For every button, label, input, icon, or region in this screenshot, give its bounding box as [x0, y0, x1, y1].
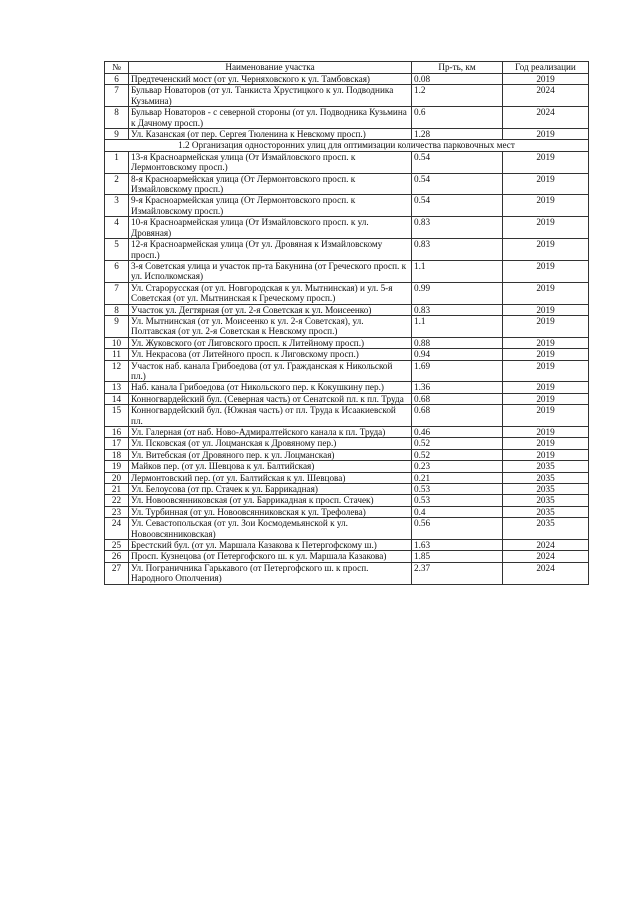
row-year: 2019 — [503, 195, 589, 217]
row-length: 0.4 — [412, 506, 503, 517]
row-number: 12 — [105, 360, 129, 382]
row-length: 0.23 — [412, 461, 503, 472]
table-row — [105, 85, 589, 107]
row-name: 12-я Красноармейская улица (От ул. Дровяная к Измайловскому просп.) — [129, 239, 412, 261]
table-row — [105, 74, 589, 85]
row-name: Брестский бул. (от ул. Маршала Казакова к Петергофскому ш.) — [129, 540, 412, 551]
row-name: Майков пер. (от ул. Шевцова к ул. Балтийская) — [129, 461, 412, 472]
row-number: 5 — [105, 239, 129, 261]
row-number: 18 — [105, 449, 129, 460]
row-length: 1.2 — [412, 85, 503, 107]
row-number: 22 — [105, 495, 129, 506]
table-row — [105, 461, 589, 472]
table-row — [105, 282, 589, 304]
table-row — [105, 173, 589, 195]
row-number: 17 — [105, 438, 129, 449]
row-year: 2024 — [503, 562, 589, 584]
row-number: 9 — [105, 129, 129, 140]
table-row — [105, 495, 589, 506]
row-name: Ул. Севастопольская (от ул. Зои Космодемьянской к ул. Новоовсянниковская) — [129, 518, 412, 540]
row-number: 8 — [105, 107, 129, 129]
table-row — [105, 260, 589, 282]
table-row — [105, 195, 589, 217]
row-number: 15 — [105, 405, 129, 427]
table-row — [105, 304, 589, 315]
row-number: 13 — [105, 382, 129, 393]
row-number: 16 — [105, 427, 129, 438]
table-row — [105, 427, 589, 438]
row-name: Бульвар Новаторов - с северной стороны (от ул. Подводника Кузьмина к Дачному просп.) — [129, 107, 412, 129]
row-length: 1.36 — [412, 382, 503, 393]
table-row — [105, 337, 589, 348]
row-year: 2019 — [503, 173, 589, 195]
row-length: 1.85 — [412, 551, 503, 562]
row-length: 0.68 — [412, 393, 503, 404]
row-year: 2019 — [503, 449, 589, 460]
row-name: Ул. Галерная (от наб. Ново-Адмиралтейского канала к пл. Труда) — [129, 427, 412, 438]
row-year: 2024 — [503, 107, 589, 129]
header-year: Год реализации — [503, 62, 589, 74]
table-body-main — [105, 151, 589, 584]
row-name: 9-я Красноармейская улица (От Лермонтовского просп. к Измайловскому просп.) — [129, 195, 412, 217]
table-row — [105, 472, 589, 483]
row-name: Ул. Белоусова (от пр. Стачек к ул. Баррикадная) — [129, 484, 412, 495]
row-name: Ул. Турбинная (от ул. Новоовсянниковская к ул. Трефолева) — [129, 506, 412, 517]
table-row — [105, 107, 589, 129]
road-sections-table — [104, 61, 589, 585]
row-name: Конногвардейский бул. (Северная часть) от Сенатской пл. к пл. Труда — [129, 393, 412, 404]
row-number: 6 — [105, 74, 129, 85]
row-length: 0.52 — [412, 449, 503, 460]
row-length: 2.37 — [412, 562, 503, 584]
row-number: 8 — [105, 304, 129, 315]
row-length: 0.88 — [412, 337, 503, 348]
row-name: Ул. Казанская (от пер. Сергея Тюленина к Невскому просп.) — [129, 129, 412, 140]
table-row — [105, 315, 589, 337]
row-name: 10-я Красноармейская улица (От Измайловского просп. к ул. Дровяная) — [129, 217, 412, 239]
row-length: 0.21 — [412, 472, 503, 483]
row-length: 0.54 — [412, 151, 503, 173]
section-row — [105, 140, 589, 151]
section-header — [105, 140, 589, 151]
table-header-row — [105, 62, 589, 74]
row-year: 2019 — [503, 315, 589, 337]
row-length: 1.1 — [412, 260, 503, 282]
table-row — [105, 360, 589, 382]
row-year: 2019 — [503, 393, 589, 404]
row-number: 3 — [105, 195, 129, 217]
row-length: 0.54 — [412, 195, 503, 217]
row-number: 27 — [105, 562, 129, 584]
table-row — [105, 551, 589, 562]
row-number: 14 — [105, 393, 129, 404]
table-row — [105, 438, 589, 449]
row-name: Наб. канала Грибоедова (от Никольского пер. к Кокушкину пер.) — [129, 382, 412, 393]
row-length: 0.56 — [412, 518, 503, 540]
row-number: 19 — [105, 461, 129, 472]
row-length: 0.52 — [412, 438, 503, 449]
row-name: Ул. Новоовсянниковская (от ул. Баррикадная к просп. Стачек) — [129, 495, 412, 506]
row-year: 2019 — [503, 304, 589, 315]
row-name: Ул. Витебская (от Дровяного пер. к ул. Лоцманская) — [129, 449, 412, 460]
row-year: 2019 — [503, 239, 589, 261]
table-row — [105, 129, 589, 140]
header-name: Наименование участка — [129, 62, 412, 74]
table-row — [105, 349, 589, 360]
table-row — [105, 449, 589, 460]
row-length: 1.28 — [412, 129, 503, 140]
row-number: 11 — [105, 349, 129, 360]
row-name: 3-я Советская улица и участок пр-та Бакунина (от Греческого просп. к ул. Исполкомская) — [129, 260, 412, 282]
row-length: 0.46 — [412, 427, 503, 438]
row-name: 8-я Красноармейская улица (От Лермонтовского просп. к Измайловскому просп.) — [129, 173, 412, 195]
table-row — [105, 393, 589, 404]
row-year: 2035 — [503, 506, 589, 517]
row-name: Просп. Кузнецова (от Петергофского ш. к ул. Маршала Казакова) — [129, 551, 412, 562]
row-year: 2019 — [503, 217, 589, 239]
row-length: 0.68 — [412, 405, 503, 427]
row-year: 2019 — [503, 360, 589, 382]
row-number: 25 — [105, 540, 129, 551]
row-year: 2019 — [503, 282, 589, 304]
table-row — [105, 217, 589, 239]
table-row — [105, 540, 589, 551]
row-length: 0.83 — [412, 239, 503, 261]
row-year: 2019 — [503, 349, 589, 360]
row-length: 0.83 — [412, 217, 503, 239]
row-name: Ул. Старорусская (от ул. Новгородская к ул. Мытнинская) и ул. 5-я Советская (от ул. Мытнинская к Греческому просп.) — [129, 282, 412, 304]
row-length: 0.53 — [412, 495, 503, 506]
row-year: 2035 — [503, 484, 589, 495]
row-number: 26 — [105, 551, 129, 562]
row-year: 2024 — [503, 551, 589, 562]
row-number: 10 — [105, 337, 129, 348]
row-name: Участок ул. Дегтярная (от ул. 2-я Советская к ул. Моисеенко) — [129, 304, 412, 315]
row-length: 0.6 — [412, 107, 503, 129]
row-year: 2035 — [503, 495, 589, 506]
table-row — [105, 506, 589, 517]
row-year: 2019 — [503, 427, 589, 438]
row-name: Лермонтовский пер. (от ул. Балтийская к ул. Шевцова) — [129, 472, 412, 483]
row-year: 2019 — [503, 129, 589, 140]
row-length: 1.69 — [412, 360, 503, 382]
row-number: 24 — [105, 518, 129, 540]
row-name: Бульвар Новаторов (от ул. Танкиста Хрустицкого к ул. Подводника Кузьмина) — [129, 85, 412, 107]
table-row — [105, 405, 589, 427]
row-number: 7 — [105, 282, 129, 304]
row-length: 0.99 — [412, 282, 503, 304]
row-year: 2019 — [503, 438, 589, 449]
row-name: Ул. Пограничника Гарькавого (от Петергофского ш. к просп. Народного Ополчения) — [129, 562, 412, 584]
table-body-top — [105, 74, 589, 140]
row-year: 2024 — [503, 85, 589, 107]
row-number: 20 — [105, 472, 129, 483]
row-length: 1.63 — [412, 540, 503, 551]
row-year: 2019 — [503, 74, 589, 85]
row-number: 2 — [105, 173, 129, 195]
row-year: 2019 — [503, 405, 589, 427]
row-name: Конногвардейский бул. (Южная часть) от пл. Труда к Исаакиевской пл. — [129, 405, 412, 427]
header-length: Пр-ть, км — [412, 62, 503, 74]
row-number: 21 — [105, 484, 129, 495]
table-row — [105, 562, 589, 584]
row-year: 2019 — [503, 151, 589, 173]
row-length: 0.83 — [412, 304, 503, 315]
row-year: 2024 — [503, 540, 589, 551]
row-name: Ул. Псковская (от ул. Лоцманская к Дровяному пер.) — [129, 438, 412, 449]
row-length: 0.54 — [412, 173, 503, 195]
section-title: 1.2 Организация односторонних улиц для оптимизации количества парковочных мест — [105, 140, 589, 151]
row-year: 2019 — [503, 382, 589, 393]
row-name: 13-я Красноармейская улица (От Измайловского просп. к Лермонтовскому просп.) — [129, 151, 412, 173]
table-row — [105, 518, 589, 540]
row-year: 2035 — [503, 472, 589, 483]
row-length: 1.1 — [412, 315, 503, 337]
row-number: 23 — [105, 506, 129, 517]
row-name: Предтеченский мост (от ул. Черняховского к ул. Тамбовская) — [129, 74, 412, 85]
row-name: Участок наб. канала Грибоедова (от ул. Гражданская к Никольской пл.) — [129, 360, 412, 382]
row-year: 2035 — [503, 461, 589, 472]
table-row — [105, 151, 589, 173]
table-row — [105, 382, 589, 393]
row-name: Ул. Некрасова (от Литейного просп. к Лиговскому просп.) — [129, 349, 412, 360]
row-name: Ул. Мытнинская (от ул. Моисеенко к ул. 2-я Советская), ул. Полтавская (от ул. 2-я Советская к Невскому просп.) — [129, 315, 412, 337]
header-num: № — [105, 62, 129, 74]
row-year: 2019 — [503, 337, 589, 348]
row-length: 0.53 — [412, 484, 503, 495]
row-number: 4 — [105, 217, 129, 239]
row-number: 1 — [105, 151, 129, 173]
table-row — [105, 239, 589, 261]
row-number: 7 — [105, 85, 129, 107]
row-year: 2019 — [503, 260, 589, 282]
row-length: 0.08 — [412, 74, 503, 85]
row-number: 6 — [105, 260, 129, 282]
row-name: Ул. Жуковского (от Лиговского просп. к Литейному просп.) — [129, 337, 412, 348]
row-number: 9 — [105, 315, 129, 337]
row-year: 2035 — [503, 518, 589, 540]
table-row — [105, 484, 589, 495]
row-length: 0.94 — [412, 349, 503, 360]
